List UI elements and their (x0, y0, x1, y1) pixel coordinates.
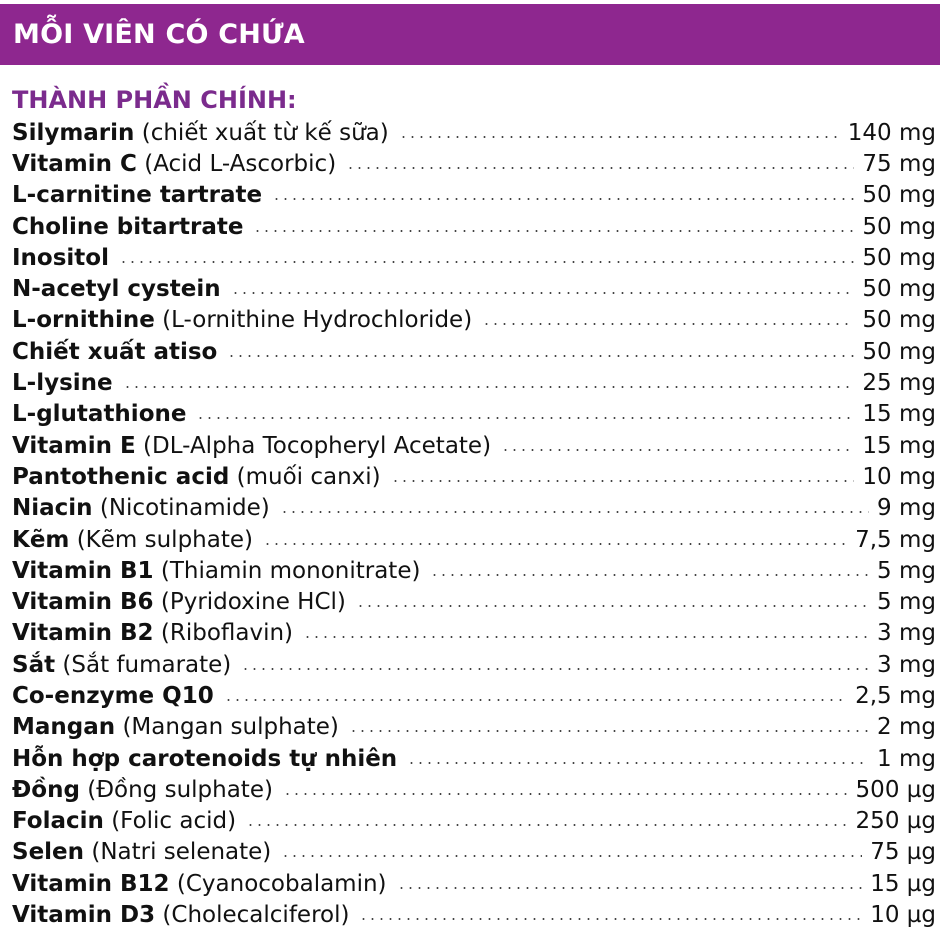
dot-leader (123, 386, 855, 388)
ingredient-amount: 50 mg (862, 338, 936, 365)
ingredient-amount: 1 mg (877, 745, 936, 772)
ingredient-label (12, 620, 293, 646)
ingredient-amount: 50 mg (862, 307, 936, 334)
ingredient-name: Vitamin B12 (12, 870, 170, 897)
ingredient-detail: (Thiamin mononitrate) (153, 557, 421, 584)
ingredient-name: Đồng (12, 776, 80, 803)
ingredient-amount: 5 mg (877, 557, 936, 584)
ingredient-label (12, 871, 387, 897)
dot-leader (272, 198, 854, 200)
dot-leader (227, 355, 854, 357)
ingredient-name: Folacin (12, 808, 104, 835)
ingredient-row (12, 868, 936, 899)
ingredient-amount: 250 µg (855, 808, 936, 835)
ingredient-name: Pantothenic acid (12, 463, 230, 490)
ingredient-name: L-lysine (12, 370, 113, 397)
dot-leader (281, 855, 862, 857)
ingredient-detail: (muối canxi) (229, 463, 381, 490)
ingredient-name: Choline bitartrate (12, 213, 244, 240)
dot-leader (246, 824, 847, 826)
ingredient-detail: (L-ornithine Hydrochloride) (154, 307, 473, 334)
ingredient-label (12, 714, 339, 740)
dot-leader (280, 511, 869, 513)
ingredient-row (12, 712, 936, 743)
ingredient-amount: 140 mg (847, 119, 936, 146)
dot-leader (391, 480, 855, 482)
ingredient-amount: 75 µg (870, 839, 936, 866)
dot-leader (501, 449, 854, 451)
ingredient-label (12, 589, 346, 615)
dot-leader (283, 793, 848, 795)
dot-leader (349, 730, 869, 732)
ingredient-row (12, 399, 936, 430)
ingredient-amount: 50 mg (862, 276, 936, 303)
ingredient-label (12, 433, 491, 459)
dot-leader (196, 417, 854, 419)
ingredient-detail: (Mangan sulphate) (115, 714, 339, 741)
ingredient-name: Vitamin B6 (12, 589, 154, 616)
ingredient-detail: (Acid L-Ascorbic) (136, 150, 337, 177)
ingredient-label (12, 370, 113, 396)
ingredient-name: L-glutathione (12, 401, 187, 428)
ingredient-detail: (chiết xuất từ kế sữa) (134, 119, 389, 146)
ingredient-row (12, 336, 936, 367)
ingredient-row (12, 618, 936, 649)
ingredient-label (12, 777, 273, 803)
ingredient-row (12, 837, 936, 868)
ingredient-name: Vitamin C (12, 150, 137, 177)
ingredient-label (12, 151, 336, 177)
ingredient-name: Sắt (12, 651, 56, 678)
ingredient-label (12, 245, 109, 271)
ingredient-amount: 3 mg (877, 620, 936, 647)
ingredient-amount: 7,5 mg (855, 526, 936, 553)
ingredient-amount: 500 µg (855, 776, 936, 803)
ingredient-detail: (Cholecalciferol) (155, 902, 350, 929)
ingredient-label (12, 276, 221, 302)
ingredient-row (12, 367, 936, 398)
ingredient-detail: (Folic acid) (103, 808, 237, 835)
ingredient-row (12, 148, 936, 179)
ingredient-label (12, 558, 420, 584)
ingredient-row (12, 117, 936, 148)
ingredient-detail: (Cyanocobalamin) (169, 870, 387, 897)
ingredient-row (12, 273, 936, 304)
dot-leader (359, 918, 862, 920)
ingredient-row (12, 806, 936, 837)
ingredient-row (12, 242, 936, 273)
ingredient-name: Vitamin B2 (12, 620, 154, 647)
ingredient-name: Niacin (12, 495, 93, 522)
ingredient-row (12, 555, 936, 586)
dot-leader (303, 636, 869, 638)
ingredient-name: Vitamin B1 (12, 557, 154, 584)
ingredient-name: Inositol (12, 244, 109, 271)
ingredient-amount: 10 mg (862, 463, 936, 490)
ingredient-name: Selen (12, 839, 85, 866)
dot-leader (407, 762, 869, 764)
ingredient-detail: (Đồng sulphate) (79, 776, 273, 803)
dot-leader (253, 230, 854, 232)
dot-leader (356, 605, 869, 607)
ingredient-label (12, 214, 243, 240)
ingredient-amount: 50 mg (862, 244, 936, 271)
ingredient-detail: (Riboflavin) (153, 620, 294, 647)
ingredient-label (12, 307, 472, 333)
ingredient-amount: 50 mg (862, 213, 936, 240)
dot-leader (231, 292, 855, 294)
dot-leader (224, 699, 847, 701)
dot-leader (430, 574, 869, 576)
ingredient-detail: (Pyridoxine HCl) (153, 589, 346, 616)
ingredient-list (12, 117, 936, 931)
ingredient-row (12, 649, 936, 680)
ingredient-name: Vitamin E (12, 432, 136, 459)
ingredient-row (12, 524, 936, 555)
ingredient-label (12, 902, 349, 928)
ingredient-label (12, 120, 389, 146)
ingredient-name: Mangan (12, 714, 116, 741)
ingredient-name: L-carnitine tartrate (12, 182, 263, 209)
ingredient-label (12, 401, 186, 427)
ingredient-detail: (DL-Alpha Tocopheryl Acetate) (135, 432, 492, 459)
ingredient-detail: (Kẽm sulphate) (69, 526, 253, 553)
ingredient-amount: 2,5 mg (855, 682, 936, 709)
header-banner (0, 4, 940, 65)
ingredient-amount: 3 mg (877, 651, 936, 678)
ingredient-amount: 25 mg (862, 370, 936, 397)
ingredient-name: Hỗn hợp carotenoids tự nhiên (12, 745, 398, 772)
ingredient-row (12, 211, 936, 242)
ingredient-row (12, 493, 936, 524)
dot-leader (346, 167, 854, 169)
ingredient-name: Vitamin D3 (12, 902, 156, 929)
ingredient-row (12, 430, 936, 461)
ingredient-row (12, 774, 936, 805)
ingredient-label (12, 495, 270, 521)
section-title: THÀNH PHẦN CHÍNH: (12, 86, 297, 114)
ingredient-row (12, 180, 936, 211)
ingredient-amount: 2 mg (877, 714, 936, 741)
ingredient-label (12, 527, 253, 553)
ingredient-label (12, 182, 262, 208)
ingredient-label (12, 808, 236, 834)
dot-leader (119, 261, 854, 263)
ingredient-amount: 75 mg (862, 150, 936, 177)
dot-leader (397, 887, 863, 889)
ingredient-label (12, 746, 397, 772)
ingredient-row (12, 461, 936, 492)
dot-leader (399, 136, 840, 138)
ingredient-amount: 5 mg (877, 589, 936, 616)
ingredient-detail: (Sắt fumarate) (55, 651, 232, 678)
ingredient-name: N-acetyl cystein (12, 276, 221, 303)
dot-leader (482, 323, 854, 325)
ingredient-row (12, 680, 936, 711)
ingredient-label (12, 339, 217, 365)
ingredient-name: Silymarin (12, 119, 135, 146)
ingredient-row (12, 586, 936, 617)
ingredient-row (12, 743, 936, 774)
ingredient-amount: 15 mg (862, 401, 936, 428)
ingredient-name: Kẽm (12, 526, 70, 553)
banner-title: MỖI VIÊN CÓ CHỨA (13, 19, 305, 50)
ingredient-label (12, 683, 214, 709)
ingredient-amount: 50 mg (862, 182, 936, 209)
ingredient-name: L-ornithine (12, 307, 155, 334)
ingredient-detail: (Nicotinamide) (92, 495, 270, 522)
ingredient-name: Co-enzyme Q10 (12, 682, 214, 709)
ingredient-amount: 9 mg (877, 495, 936, 522)
ingredient-name: Chiết xuất atiso (12, 338, 218, 365)
ingredient-row (12, 305, 936, 336)
ingredient-label (12, 652, 231, 678)
ingredient-detail: (Natri selenate) (84, 839, 272, 866)
ingredient-amount: 15 µg (870, 870, 936, 897)
ingredient-row (12, 899, 936, 930)
dot-leader (241, 668, 869, 670)
ingredient-amount: 10 µg (870, 902, 936, 929)
ingredient-amount: 15 mg (862, 432, 936, 459)
dot-leader (263, 543, 847, 545)
ingredient-label (12, 839, 271, 865)
ingredient-label (12, 464, 381, 490)
